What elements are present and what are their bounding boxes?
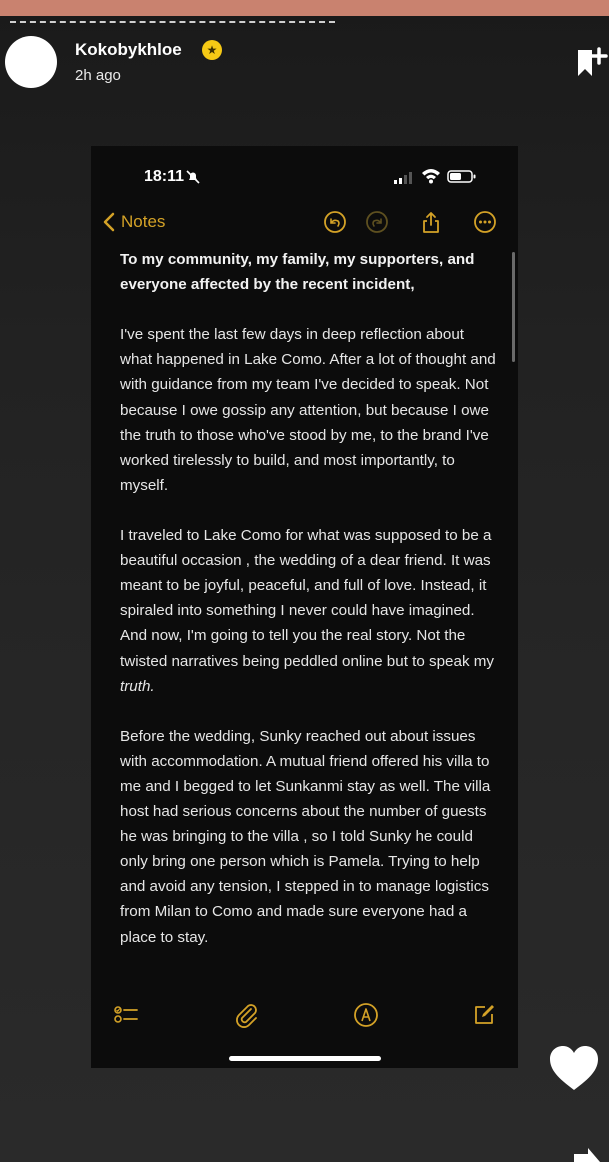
note-paragraph-3: Before the wedding, Sunky reached out about issues with accommodation. A mutual friend offered his villa to me and I begged to let Sunkanmi stay as well. The villa host had serious concerns about the number of guests he was bringing to the villa , so I told Sunky he could only bring one person which is Pamela. Trying to help and avoid any tension, I stepped in to manage logistics from Milan to Como and made sure everyone had a place to stay. [120,727,491,946]
markup-pen-icon[interactable] [353,1002,379,1028]
verified-badge-icon: ★ [202,40,222,60]
back-label: Notes [121,212,166,231]
compose-icon[interactable] [471,1002,497,1028]
battery-icon [447,170,477,183]
back-to-notes-button[interactable] [103,212,165,232]
note-paragraph-2 [120,523,500,699]
home-indicator[interactable] [229,1056,381,1061]
paperclip-icon[interactable] [234,1002,260,1028]
scrollbar[interactable] [512,252,515,362]
share-arrow-icon[interactable] [572,1148,602,1162]
wifi-icon [421,168,441,184]
username[interactable]: Kokobykhloe [75,40,182,59]
chevron-left-icon [103,212,115,232]
more-options-icon[interactable] [473,210,497,234]
checklist-icon[interactable] [113,1002,139,1028]
signal-icon [393,172,415,184]
note-body[interactable] [120,247,500,975]
note-paragraph-1: I've spent the last few days in deep reflection about what happened in Lake Como. After a lot of thought and with guidance from my team I've decided to speak. Not because I owe gossip any attention, but because I owe the truth to those who've stood by me, to the brand I've worked tirelessly to build, and most importantly, to myself. [120,326,496,494]
post-timestamp: 2h ago [75,67,121,84]
note-paragraph-2-text: I traveled to Lake Como for what was supposed to be a beautiful occasion , the wedding of a dear friend. It was meant to be joyful, peaceful, and full of love. Instead, it spiraled into something I never could have imagined. And now, I'm going to tell you the real story. Not the twisted narratives being peddled online but to speak my [120,527,495,670]
story-progress-bar [0,0,609,16]
avatar[interactable] [5,36,57,88]
redo-icon[interactable] [365,210,389,234]
note-paragraph-2-emphasis: truth. [120,677,155,695]
notes-screenshot [91,146,518,1068]
share-icon[interactable] [419,210,443,234]
bookmark-add-icon[interactable] [574,46,608,82]
story-segment-divider [10,21,335,23]
status-time: 18:11 [144,168,185,185]
silent-bell-icon [186,170,200,184]
undo-icon[interactable] [323,210,347,234]
note-salutation: To my community, my family, my supporters, and everyone affected by the recent incident, [120,251,475,294]
heart-icon[interactable] [548,1044,600,1092]
